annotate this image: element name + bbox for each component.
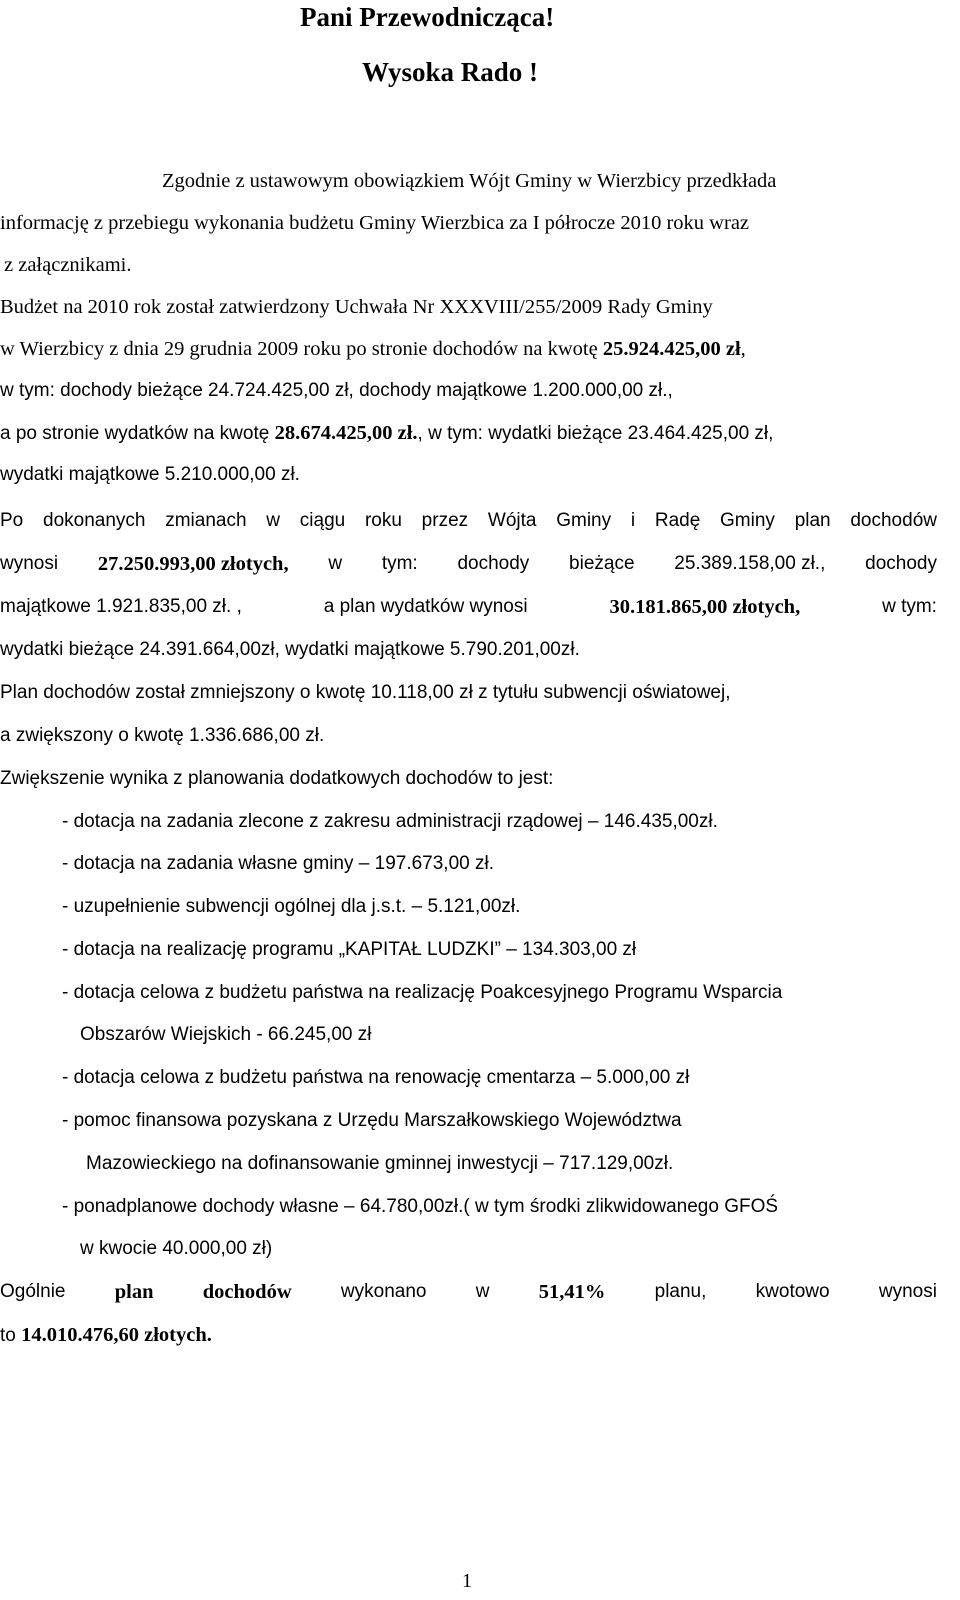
- budget-line-4: [0, 420, 773, 446]
- list-item-8: - ponadplanowe dochody własne – 64.780,00zł.( w tym środki zlikwidowanego GFOŚ: [62, 1196, 779, 1217]
- word: Wójta: [487, 510, 537, 531]
- word: wynosi: [0, 553, 59, 574]
- list-item-7-cont: Mazowieckiego na dofinansowanie gminnej inwestycji – 717.129,00zł.: [86, 1153, 674, 1174]
- list-item-1: - dotacja na zadania zlecone z zakresu administracji rządowej – 146.435,00zł.: [62, 811, 718, 832]
- intro-line-3: z załącznikami.: [4, 254, 132, 276]
- summary-line-2: [0, 1322, 212, 1348]
- list-item-3: - uzupełnienie subwencji ogólnej dla j.s.t. – 5.121,00zł.: [62, 896, 521, 917]
- page-number: 1: [462, 1570, 472, 1592]
- word: w: [328, 553, 343, 574]
- word: planu,: [654, 1281, 707, 1302]
- word: plan: [114, 1281, 154, 1303]
- budget-line-5: wydatki majątkowe 5.210.000,00 zł.: [0, 464, 300, 485]
- word: wynosi: [878, 1281, 937, 1302]
- word: majątkowe 1.921.835,00 zł. ,: [0, 596, 242, 617]
- changes-line-2: [0, 551, 937, 577]
- revised-expense-plan: 30.181.865,00 złotych,: [609, 596, 801, 618]
- budget-line-3: w tym: dochody bieżące 24.724.425,00 zł, dochody majątkowe 1.200.000,00 zł.,: [0, 380, 673, 401]
- word: dochody: [457, 553, 530, 574]
- word: dochody: [865, 553, 937, 574]
- budget-total-revenue: 25.924.425,00 zł: [602, 338, 741, 360]
- word: zmianach: [165, 510, 247, 531]
- word: Gminy: [720, 510, 775, 531]
- intro-line-1: Zgodnie z ustawowym obowiązkiem Wójt Gminy w Wierzbicy przedkłada: [162, 170, 777, 192]
- word: 25.389.158,00 zł.,: [674, 553, 826, 574]
- word: przez: [421, 510, 469, 531]
- executed-revenue-amount: 14.010.476,60 złotych.: [21, 1324, 212, 1346]
- word: wykonano: [340, 1281, 427, 1302]
- word: kwotowo: [755, 1281, 830, 1302]
- word: w tym:: [882, 596, 937, 617]
- word: a plan wydatków wynosi: [323, 596, 528, 617]
- revised-revenue-plan: 27.250.993,00 złotych,: [97, 553, 289, 575]
- header-salutation: Pani Przewodnicząca!: [300, 2, 555, 32]
- word: plan: [794, 510, 831, 531]
- word: Radę: [654, 510, 701, 531]
- list-item-7: - pomoc finansowa pozyskana z Urzędu Marszałkowskiego Województwa: [62, 1110, 682, 1131]
- word: w: [475, 1281, 490, 1302]
- changes-line-1: [0, 508, 937, 534]
- word: tym:: [381, 553, 418, 574]
- word: dochodów: [850, 510, 937, 531]
- changes-line-5: Plan dochodów został zmniejszony o kwotę 10.118,00 zł z tytułu subwencji oświatowej,: [0, 682, 731, 703]
- word: dokonanych: [43, 510, 146, 531]
- word: Po: [0, 510, 24, 531]
- changes-line-3: [0, 594, 937, 620]
- word: w: [266, 510, 281, 531]
- summary-line-1: [0, 1279, 937, 1305]
- word: to: [0, 1325, 22, 1346]
- word: Ogólnie: [0, 1281, 66, 1302]
- list-item-5-cont: Obszarów Wiejskich - 66.245,00 zł: [80, 1024, 372, 1045]
- word: i: [630, 510, 636, 531]
- budget-line-1: Budżet na 2010 rok został zatwierdzony Uchwała Nr XXXVIII/255/2009 Rady Gminy: [0, 296, 713, 318]
- word: dochodów: [202, 1281, 292, 1303]
- word: ciągu: [299, 510, 346, 531]
- list-item-6: - dotacja celowa z budżetu państwa na renowację cmentarza – 5.000,00 zł: [62, 1067, 690, 1088]
- budget-text: ,: [740, 338, 746, 360]
- changes-line-6: a zwiększony o kwotę 1.336.686,00 zł.: [0, 725, 325, 746]
- budget-text: w Wierzbicy z dnia 29 grudnia 2009 roku po stronie dochodów na kwotę: [0, 338, 603, 360]
- changes-line-4: wydatki bieżące 24.391.664,00zł, wydatki majątkowe 5.790.201,00zł.: [0, 639, 580, 660]
- execution-percentage: 51,41%: [538, 1281, 606, 1303]
- word: Gminy: [556, 510, 612, 531]
- word: roku: [364, 510, 402, 531]
- budget-line-2: [0, 336, 746, 362]
- budget-total-expenses: 28.674.425,00 zł.: [274, 422, 418, 444]
- budget-text: a po stronie wydatków na kwotę: [0, 423, 275, 444]
- list-item-5: - dotacja celowa z budżetu państwa na realizację Poakcesyjnego Programu Wsparcia: [62, 982, 783, 1003]
- budget-text: , w tym: wydatki bieżące 23.464.425,00 zł,: [417, 423, 774, 444]
- list-item-4: - dotacja na realizację programu „KAPITAŁ LUDZKI” – 134.303,00 zł: [62, 939, 637, 960]
- word: bieżące: [569, 553, 635, 574]
- intro-line-2: informację z przebiegu wykonania budżetu Gminy Wierzbica za I półrocze 2010 roku wraz: [0, 212, 750, 234]
- header-council: Wysoka Rado !: [362, 57, 539, 87]
- list-item-8-cont: w kwocie 40.000,00 zł): [80, 1238, 273, 1259]
- list-item-2: - dotacja na zadania własne gminy – 197.673,00 zł.: [62, 853, 494, 874]
- changes-line-7: Zwiększenie wynika z planowania dodatkowych dochodów to jest:: [0, 768, 554, 789]
